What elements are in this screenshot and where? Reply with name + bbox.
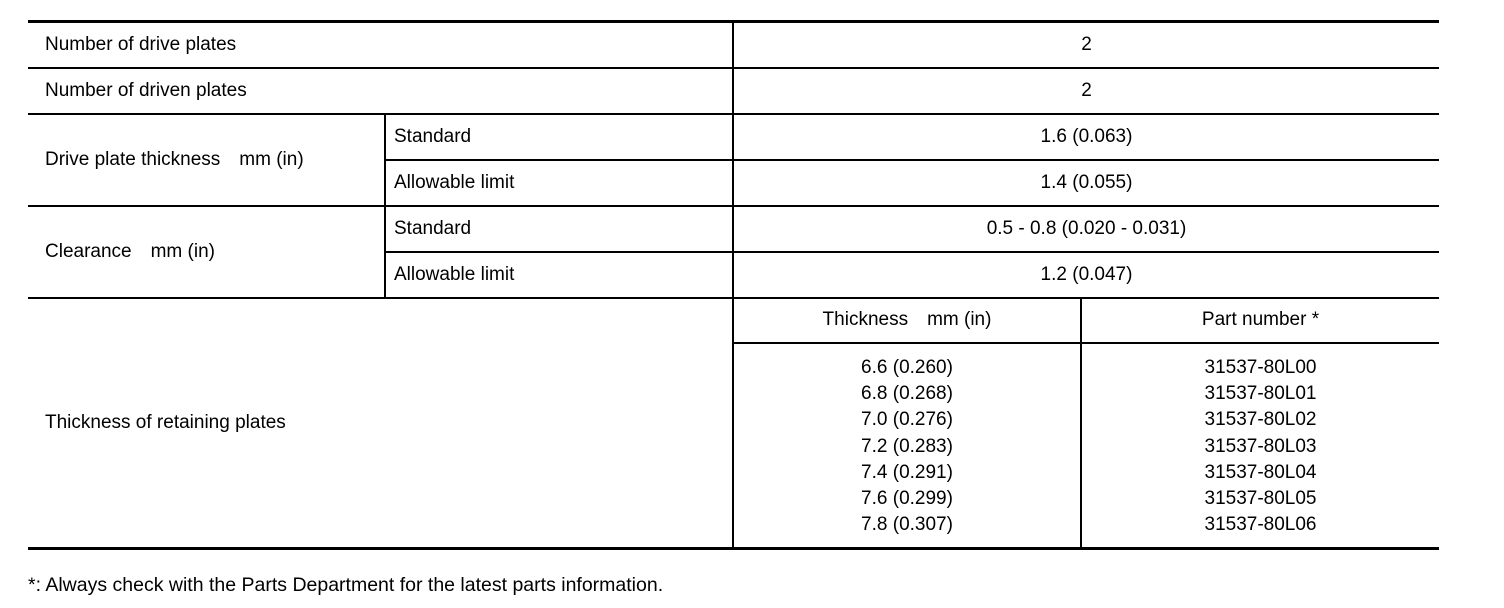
clearance-label: Clearance mm (in)	[28, 206, 385, 298]
part-number-value: 31537-80L06	[1204, 514, 1317, 536]
part-number-value: 31537-80L05	[1204, 488, 1317, 510]
thickness-value: 7.2 (0.283)	[861, 435, 953, 457]
drive-plate-standard-label: Standard	[385, 114, 733, 160]
drive-plate-standard-value: 1.6 (0.063)	[733, 114, 1439, 160]
part-number-column-header: Part number *	[1081, 298, 1439, 343]
footnote: *: Always check with the Parts Department for the latest parts information.	[28, 574, 664, 596]
clearance-standard-value: 0.5 - 0.8 (0.020 - 0.031)	[733, 206, 1439, 252]
drive-plate-thickness-label: Drive plate thickness mm (in)	[28, 114, 385, 206]
thickness-column-header: Thickness mm (in)	[733, 298, 1081, 343]
thickness-list-cell	[733, 343, 1081, 549]
drive-plate-thickness-standard-row	[28, 114, 1439, 160]
drive-plates-label: Number of drive plates	[28, 22, 733, 68]
retaining-plates-header-row	[28, 298, 1439, 343]
thickness-value: 6.8 (0.268)	[861, 383, 953, 405]
drive-plates-row	[28, 22, 1439, 68]
part-number-value: 31537-80L00	[1204, 357, 1317, 379]
part-number-value: 31537-80L01	[1204, 383, 1317, 405]
driven-plates-row	[28, 68, 1439, 114]
drive-plate-limit-label: Allowable limit	[385, 160, 733, 206]
thickness-value: 7.0 (0.276)	[861, 409, 953, 431]
clearance-limit-value: 1.2 (0.047)	[733, 252, 1439, 298]
thickness-value: 7.6 (0.299)	[861, 488, 953, 510]
part-number-list	[1082, 352, 1439, 538]
driven-plates-label: Number of driven plates	[28, 68, 733, 114]
part-number-value: 31537-80L04	[1204, 461, 1317, 483]
thickness-value: 6.6 (0.260)	[861, 357, 953, 379]
drive-plates-value: 2	[1081, 33, 1092, 55]
part-number-value: 31537-80L03	[1204, 435, 1317, 457]
clearance-standard-row	[28, 206, 1439, 252]
thickness-value: 7.8 (0.307)	[861, 514, 953, 536]
driven-plates-value: 2	[733, 68, 1439, 114]
clearance-limit-label: Allowable limit	[385, 252, 733, 298]
retaining-plates-label: Thickness of retaining plates	[28, 298, 733, 549]
specification-table	[28, 20, 1439, 550]
part-number-list-cell	[1081, 343, 1439, 549]
drive-plate-limit-value: 1.4 (0.055)	[733, 160, 1439, 206]
thickness-value: 7.4 (0.291)	[861, 461, 953, 483]
thickness-list	[734, 352, 1080, 538]
part-number-value: 31537-80L02	[1204, 409, 1317, 431]
clearance-standard-label: Standard	[385, 206, 733, 252]
